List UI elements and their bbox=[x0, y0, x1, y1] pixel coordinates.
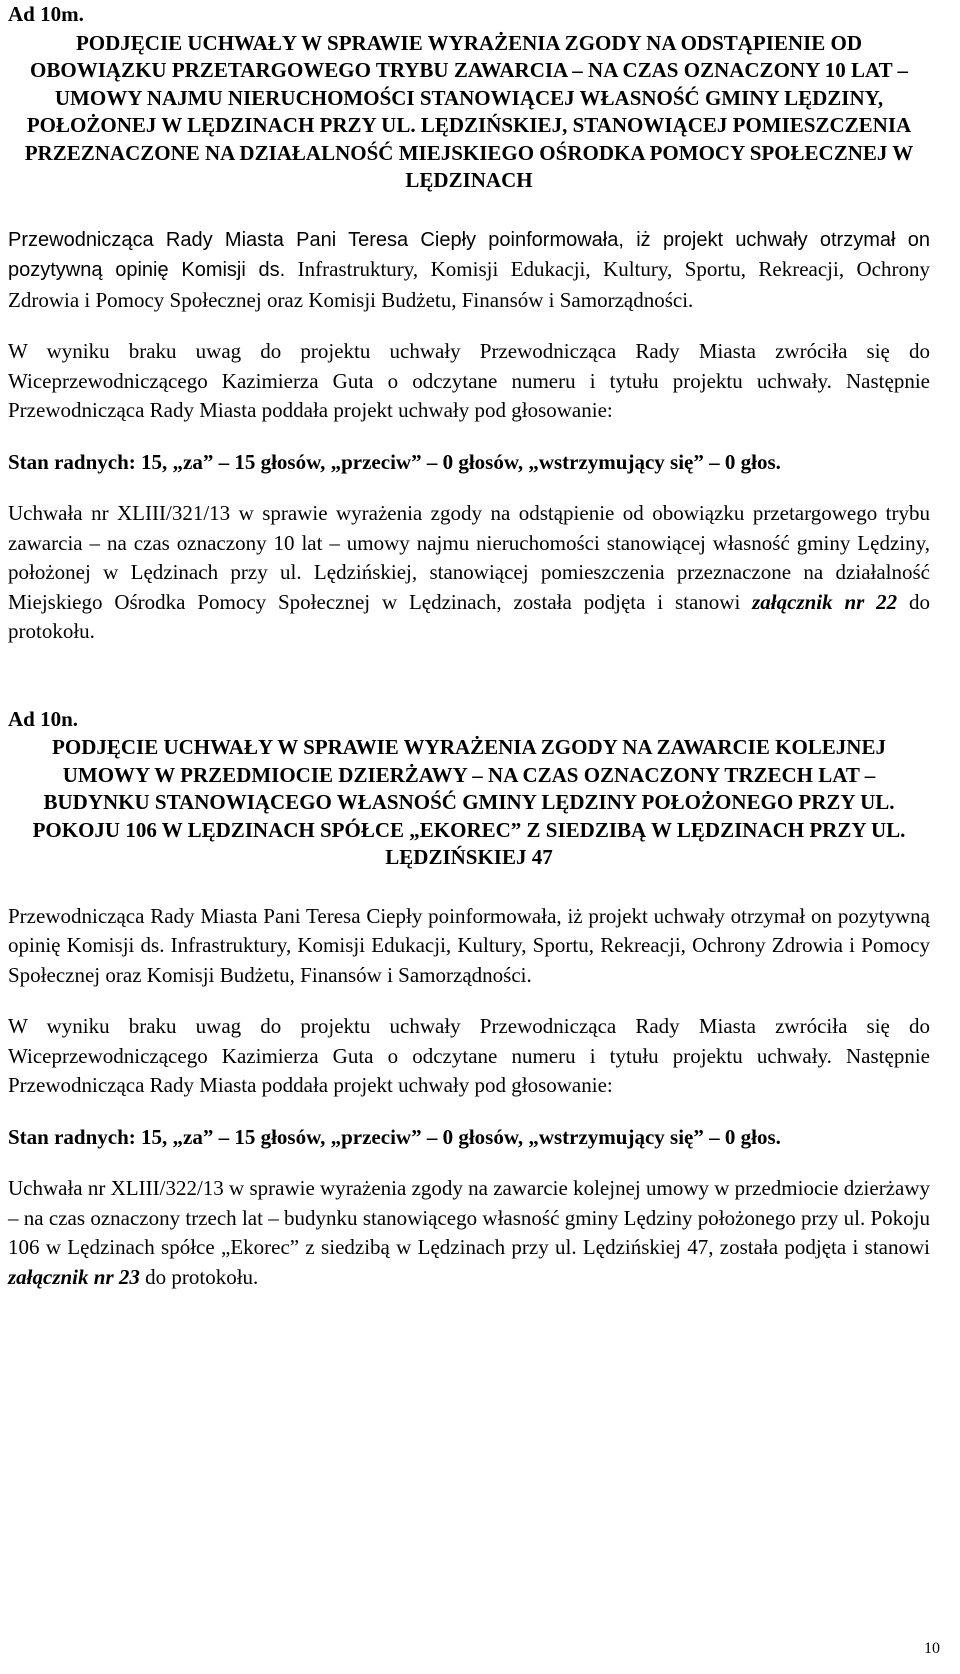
committee-opinion-paragraph bbox=[8, 225, 930, 316]
resolution-paragraph bbox=[8, 1174, 930, 1292]
reading-paragraph: W wyniku braku uwag do projektu uchwały Przewodnicząca Rady Miasta zwróciła się do Wiceprzewodniczącego Kazimierza Guta o odczytane numeru i tytułu projektu uchwały. Następnie Przewodnicząca Rady Miasta poddała projekt uchwały pod głosowanie: bbox=[8, 339, 930, 422]
paragraph-text: Infrastruktury, Komisji Edukacji, Kultury, Sportu, Rekreacji, Ochrony Zdrowia i Pomocy Społecznej oraz Komisji Budżetu, Finansów i Samorządności. bbox=[8, 257, 930, 312]
resolution-end: do protokołu. bbox=[145, 1264, 259, 1289]
section-ad-10n bbox=[8, 705, 930, 1293]
section-ad-10m bbox=[8, 0, 930, 647]
section-title: PODJĘCIE UCHWAŁY W SPRAWIE WYRAŻENIA ZGODY NA ZAWARCIE KOLEJNEJ UMOWY W PRZEDMIOCIE DZIERŻAWY – NA CZAS OZNACZONY TRZECH LAT – BUDYNKU STANOWIĄCEGO WŁASNOŚĆ GMINY LĘDZINY POŁOŻONEGO PRZY UL. POKOJU 106 W LĘDZINACH SPÓŁCE „EKOREC” Z SIEDZIBĄ W LĘDZINACH PRZY UL. LĘDZIŃSKIEJ 47 bbox=[32, 735, 906, 869]
resolution-text: Uchwała nr XLIII/322/13 w sprawie wyrażenia zgody na zawarcie kolejnej umowy w przedmiocie dzierżawy – na czas oznaczony trzech lat – budynku stanowiącego własność gminy Lędziny położonego przy ul. Pokoju 106 w Lędzinach spółce „Ekorec” z siedzibą w Lędzinach przy ul. Lędzińskiej 47, została podjęta i stanowi bbox=[8, 1176, 930, 1259]
page-number: 10 bbox=[924, 1640, 940, 1657]
resolution-end: do protokołu. bbox=[8, 589, 931, 643]
vote-result: Stan radnych: 15, „za” – 15 głosów, „przeciw” – 0 głosów, „wstrzymujący się” – 0 głos. bbox=[8, 449, 781, 474]
resolution-text: Uchwała nr XLIII/321/13 w sprawie wyrażenia zgody na odstąpienie od obowiązku przetargowego trybu zawarcia – na czas oznaczony 10 lat – umowy najmu nieruchomości stanowiącej własność gminy Lędziny, położonej w Lędzinach przy ul. Lędzińskiej, stanowiącej pomieszczenia przeznaczone na działalność Miejskiego Ośrodka Pomocy Społecznej w Lędzinach, została podjęta i stanowi bbox=[8, 501, 930, 614]
document-content bbox=[8, 0, 930, 1292]
attachment-reference: załącznik nr 23 bbox=[8, 1264, 140, 1289]
resolution-paragraph bbox=[8, 499, 930, 647]
attachment-reference: załącznik nr 22 bbox=[752, 589, 898, 614]
committee-opinion-paragraph: Przewodnicząca Rady Miasta Pani Teresa Ciepły poinformowała, iż projekt uchwały otrzymał on pozytywną opinię Komisji ds. Infrastruktury, Komisji Edukacji, Kultury, Sportu, Rekreacji, Ochrony Zdrowia i Pomocy Społecznej oraz Komisji Budżetu, Finansów i Samorządności. bbox=[8, 903, 930, 987]
vote-result: Stan radnych: 15, „za” – 15 głosów, „przeciw” – 0 głosów, „wstrzymujący się” – 0 głos. bbox=[8, 1124, 781, 1149]
section-label: Ad 10n. bbox=[8, 706, 79, 731]
section-title: PODJĘCIE UCHWAŁY W SPRAWIE WYRAŻENIA ZGODY NA ODSTĄPIENIE OD OBOWIĄZKU PRZETARGOWEGO TRYBU ZAWARCIA – NA CZAS OZNACZONY 10 LAT – UMOWY NAJMU NIERUCHOMOŚCI STANOWIĄCEJ WŁASNOŚĆ GMINY LĘDZINY, POŁOŻONEJ W LĘDZINACH PRZY UL. LĘDZIŃSKIEJ, STANOWIĄCEJ POMIESZCZENIA PRZEZNACZONE NA DZIAŁALNOŚĆ MIEJSKIEGO OŚRODKA POMOCY SPOŁECZNEJ W LĘDZINACH bbox=[24, 30, 914, 192]
reading-paragraph: W wyniku braku uwag do projektu uchwały Przewodnicząca Rady Miasta zwróciła się do Wiceprzewodniczącego Kazimierza Guta o odczytane numeru i tytułu projektu uchwały. Następnie Przewodnicząca Rady Miasta poddała projekt uchwały pod głosowanie: bbox=[8, 1014, 930, 1097]
paragraph-text-sans: Przewodnicząca Rady Miasta Pani Teresa Ciepły poinformowała, iż projekt uchwały otrzymał on pozytywną opinię Komisji ds. bbox=[8, 228, 930, 281]
section-label: Ad 10m. bbox=[8, 2, 84, 26]
